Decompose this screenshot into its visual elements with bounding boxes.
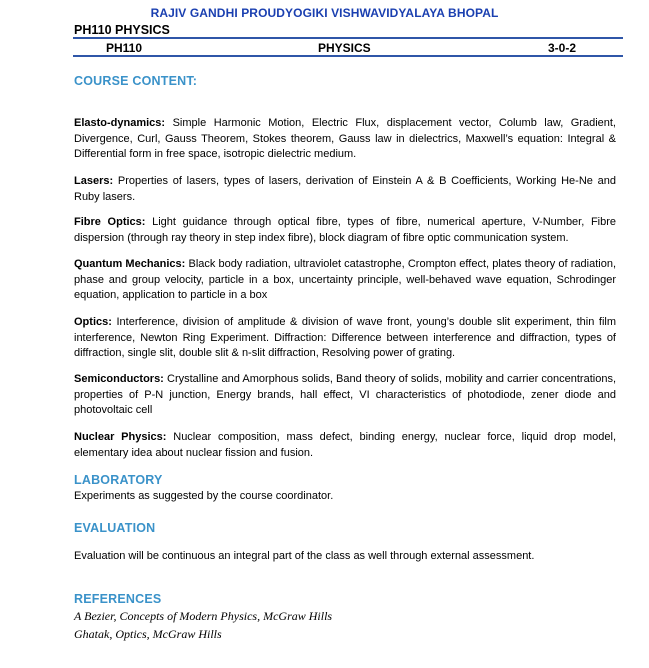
topic-title: Elasto-dynamics: xyxy=(74,117,166,129)
course-header-row xyxy=(73,37,623,57)
topic-title: Lasers: xyxy=(74,175,114,187)
topic-title: Nuclear Physics: xyxy=(74,431,167,443)
topic-text: Crystalline and Amorphous solids, Band theory of solids, mobility and carrier concentrations, properties of P-N junction, Energy brands, hall effect, VI characteristics of photodiode, zener diode and photovoltaic cell xyxy=(74,373,616,416)
reference-item: A Bezier, Concepts of Modern Physics, McGraw Hills xyxy=(74,609,333,623)
topic-elasto-dynamics xyxy=(74,116,616,163)
topic-title: Semiconductors: xyxy=(74,373,164,385)
laboratory-heading: LABORATORY xyxy=(74,473,163,487)
topic-semiconductors xyxy=(74,372,616,419)
topic-title: Fibre Optics: xyxy=(74,216,146,228)
course-credits: 3-0-2 xyxy=(548,41,577,55)
evaluation-text: Evaluation will be continuous an integral part of the class as well through external assessment. xyxy=(74,550,535,562)
topic-text: Nuclear composition, mass defect, binding energy, nuclear force, liquid drop model, elementary idea about nuclear fission and fusion. xyxy=(74,431,617,459)
topic-quantum-mechanics xyxy=(74,257,616,304)
topic-optics xyxy=(74,315,616,362)
topic-title: Optics: xyxy=(74,316,112,328)
references-heading: REFERENCES xyxy=(74,592,162,606)
topic-text: Simple Harmonic Motion, Electric Flux, displacement vector, Columb law, Gradient, Divergence, Curl, Gauss Theorem, Stokes theorem, Gauss law in dielectrics, Maxwell’s equation: Integral & Differential form in free space, isotropic dielectric medium. xyxy=(74,117,616,160)
topic-title: Quantum Mechanics: xyxy=(74,258,186,270)
topic-text: Interference, division of amplitude & division of wave front, young’s double slit experiment, thin film interference, Newton Ring Experiment. Diffraction: Difference between interference and diffraction, types of diffraction, single slit, double slit & n-slit diffraction, Resolving power of grating. xyxy=(74,316,616,359)
topic-text: Properties of lasers, types of lasers, derivation of Einstein A & B Coefficients, Working He-Ne and Ruby lasers. xyxy=(74,175,616,203)
topic-lasers xyxy=(74,174,616,205)
course-title: PH110 PHYSICS xyxy=(74,23,170,37)
evaluation-heading: EVALUATION xyxy=(74,521,156,535)
topic-text: Light guidance through optical fibre, types of fibre, numerical aperture, V-Number, Fibre dispersion (through ray theory in step index fibre), block diagram of fibre optic communication system. xyxy=(74,216,617,244)
course-name: PHYSICS xyxy=(318,41,371,55)
laboratory-text: Experiments as suggested by the course coordinator. xyxy=(74,490,334,502)
course-code: PH110 xyxy=(106,41,143,55)
topic-text: Black body radiation, ultraviolet catastrophe, Crompton effect, plates theory of radiation, phase and group velocity, particle in a box, uncertainty principle, well-behaved wave equation, Schrodinger equation, application to particle in a box xyxy=(74,258,616,301)
topic-nuclear-physics xyxy=(74,430,616,461)
reference-item: Ghatak, Optics, McGraw Hills xyxy=(74,627,222,641)
topic-fibre-optics xyxy=(74,215,616,246)
course-content-heading: COURSE CONTENT: xyxy=(74,74,198,88)
university-title: RAJIV GANDHI PROUDYOGIKI VISHWAVIDYALAYA BHOPAL xyxy=(150,6,499,20)
